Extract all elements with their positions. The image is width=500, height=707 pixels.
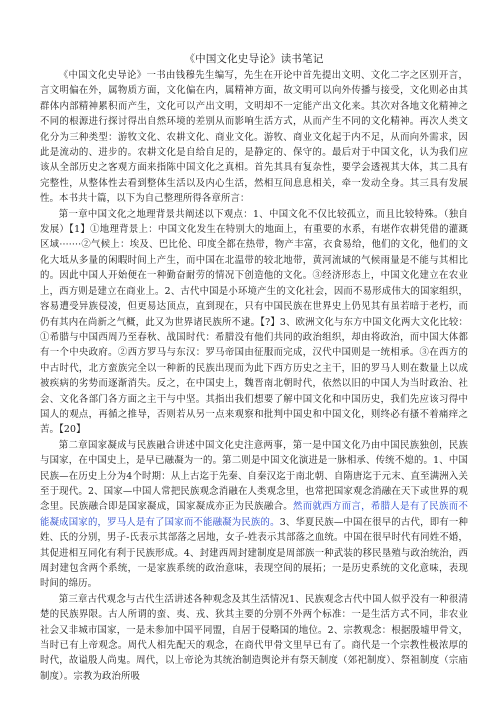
- chapter-2-text-a: 第二章国家凝成与民族融合讲述中国文化史注意两事，第一是中国文化乃由中国民族独创，民族与国家，在中国史上，是早已融凝为一的。第二则是中国文化演进是一脉相承、传统不熄的。1、中国民族—在历史上分为4个时期：从上古迄于先秦、自秦汉迄于南北朝、自隋唐迄于元末、直至满洲入关至于现代。2、国家—中国人常把民族观念消融在人类观念里，也常把国家观念消融在天下或世界的观念里。民族融合即是国家凝成，国家凝成亦正为民族融合。: [40, 439, 468, 513]
- paragraph-intro: 《中国文化史导论》一书由钱穆先生编写，先生在开论中首先提出文明、文化二字之区别开言，言文明偏在外，属物质方面，文化偏在内，属精神方面，故文明可以向外传播与接受，文化则必由其群体内部精神累积而产生，文化可以产出文明，文明却不一定能产出文化来。其次对各地文化精神之不同的根源进行探讨得出自然环境的差别从而影响生活方式，从而产生不同的文化精神。再次人类文化分为三种类型：游牧文化、农耕文化、商业文化。游牧、商业文化起于内不足，从而向外需求，因此是流动的、进步的。农耕文化是自给自足的，是静定的、保守的。最后对于中国文化，认为我们应该从全部历史之客观方面来指陈中国文化之真相。首先其具有复杂性，要学会透视其大体，其二具有完整性，从整体性去看到整体生活以及内心生活，然相互间息息相关，牵一发动全身。其三具有发展性。本书共十篇，以下为自己整理所得各章所言：: [40, 70, 468, 205]
- document-title: 《中国文化史导论》读书笔记: [184, 53, 324, 65]
- chapter-2-text-b: 3、华夏民族—中国在很早的古代，即有一种姓、氏的分别，男子-氏表示其部落之居地，女子-姓表示其部落之血统。中国在很早时代有同姓不婚，其促进相互同化有利于民族形成。4、封建西周封建制度是周部族一种武装的移民垦殖与政治统治，西周封建包含两个系统，一是家族系统的政治意味，表现空间的展拓；一是历史系统的文化意味，表现时间的绵历。: [40, 516, 468, 590]
- chapter-2-highlight: 然而就西方而言，希腊人是有了民族而不能凝成国家的，罗马人是有了国家而不能融凝为民族的。: [40, 501, 468, 528]
- paragraph-chapter-2: [40, 438, 468, 592]
- paragraph-chapter-3: 第三章古代观念与古代生活讲述各种观念及其生活情况1、民族观念古代中国人似乎没有一种很清楚的民族界限。古人所谓的蛮、夷、戎、狄其主要的分别不外两个标准：一是生活方式不同，非农业社会又非城市国家，一是未参加中国平同盟，自居于侵略国的地位。2、宗教观念：根据殷墟甲骨文，当时已有上帝观念。周代人相先配天的观念，在商代甲骨文里早已有了。商代是一个宗教性极浓厚的时代，故谥殷人尚鬼。周代，以上帝论为其统治制造舆论并有祭天制度（郊祀制度）、祭祖制度（宗庙制度）。宗教为政治所吸: [40, 593, 468, 682]
- paragraph-chapter-1: 第一章中国文化之地理背景共阐述以下观点：1、中国文化不仅比较孤立，而且比较特殊。（独自发展）【1】①地理背景上：中国文化发生在特别大的地面上，有重要的水系，有堪作农耕凭借的灌溉区域·······②气候上：埃及、巴比伦、印度全都在热带，物产丰富，衣食易给，他们的文化，他们的文化大坻从多量的闲暇时间上产生，而中国在北温带的较北地带，黄河流域的气候雨量是不能与其相比的。因此中国人开始便在一种勤奋耐劳的情况下创造他的文化。③经济形态上，中国文化建立在农业上，西方则是建立在商业上。2、古代中国是小环境产生的文化社会，因而不易形成伟大的国家组织，容易遭受异族侵凌，但更易达顶点，直到现在，只有中国民族在世界史上仍见其有虽若暗于老朽，而仍有其内在尚新之气概，此又为世界诸民族所不逮。【?】3、欧洲文化与东方中国文化两大文化比较：①希腊与中国西周乃至春秋、战国时代：希腊没有他们共同的政治组织，却由将政治，而中国大体都有一个中央政府。②西方罗马与东汉：罗马帝国由征服而完成，汉代中国则是一统相承。③在西方的中古时代，北方蛮族完全以一种新的民族出现而为此下西方历史之主干，旧的罗马人则在数量上以成被疾病的劣势而逐渐消失。反之，在中国史上，魏晋南北朝时代，依然以旧的中国人为当时政治、社会、文化各部门各方面之主干与中坚。其指出我们想要了解中国文化和中国历史，我们先应该习得中国人的观点，再循之推导，否则若从另一点来观察和批判中国史和中国文化，则终必有搔不着痛痒之苦。【20】: [40, 208, 468, 436]
